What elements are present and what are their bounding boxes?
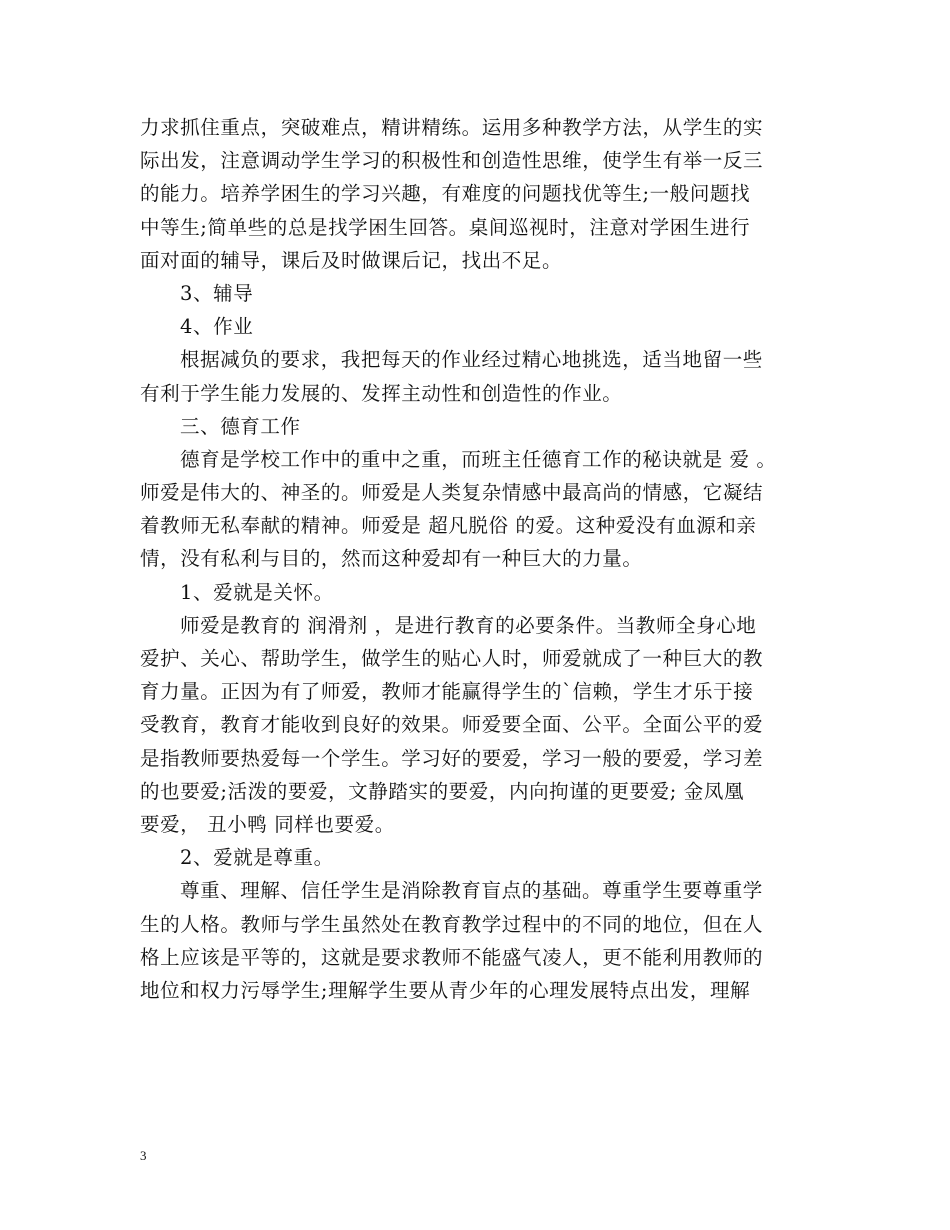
text-line: 生的人格。教师与学生虽然处在教育教学过程中的不同的地位，但在人: [140, 912, 764, 936]
text-line: 师爱是教育的 润滑剂 ，是进行教育的必要条件。当教师全身心地: [180, 613, 757, 637]
text-line: 根据减负的要求，我把每天的作业经过精心地挑选，适当地留一些: [180, 348, 763, 372]
subheading-love-is-care: 1、爱就是关怀。: [180, 580, 334, 604]
text-line: 师爱是伟大的、神圣的。师爱是人类复杂情感中最高尚的情感，它凝结: [140, 481, 764, 505]
text-line: 要爱， 丑小鸭 同样也要爱。: [140, 812, 395, 836]
text-line: 是指教师要热爱每一个学生。学习好的要爱，学习一般的要爱，学习差: [140, 746, 764, 770]
page-number: 3: [140, 1148, 147, 1163]
text-line: 尊重、理解、信任学生是消除教育盲点的基础。尊重学生要尊重学: [180, 879, 763, 903]
text-line: 的能力。培养学困生的学习兴趣，有难度的问题找优等生;一般问题找: [140, 182, 751, 206]
text-line: 德育是学校工作中的重中之重，而班主任德育工作的秘诀就是 爱 。: [180, 447, 777, 471]
text-line: 力求抓住重点，突破难点，精讲精练。运用多种教学方法，从学生的实: [140, 116, 764, 139]
text-line: 有利于学生能力发展的、发挥主动性和创造性的作业。: [140, 381, 623, 405]
text-line: 情，没有私利与目的，然而这种爱却有一种巨大的力量。: [140, 547, 643, 571]
text-line: 着教师无私奉献的精神。师爱是 超凡脱俗 的爱。这种爱没有血源和亲: [140, 514, 757, 538]
text-line: 受教育，教育才能收到良好的效果。师爱要全面、公平。全面公平的爱: [140, 713, 764, 737]
text-line: 格上应该是平等的，这就是要求教师不能盛气凌人，更不能利用教师的: [140, 945, 764, 969]
subheading-homework: 4、作业: [180, 315, 254, 339]
text-line: 的也要爱;活泼的要爱，文静踏实的要爱，内向拘谨的更要爱; 金凤凰: [140, 779, 745, 803]
text-line: 际出发，注意调动学生学习的积极性和创造性思维，使学生有举一反三: [140, 149, 764, 173]
text-line: 中等生;简单些的总是找学困生回答。桌间巡视时，注意对学困生进行: [140, 215, 751, 239]
document-body: [140, 111, 815, 1007]
subheading-tutoring: 3、辅导: [180, 281, 254, 305]
section-heading-moral-education: 三、德育工作: [180, 414, 301, 438]
text-line: 爱护、关心、帮助学生，做学生的贴心人时，师爱就成了一种巨大的教: [140, 647, 764, 670]
text-line: 地位和权力污辱学生;理解学生要从青少年的心理发展特点出发，理解: [140, 978, 751, 1002]
text-line: 面对面的辅导，课后及时做课后记，找出不足。: [140, 248, 563, 272]
text-line: 育力量。正因为有了师爱，教师才能赢得学生的`信赖，学生才乐于接: [140, 680, 754, 704]
subheading-love-is-respect: 2、爱就是尊重。: [180, 846, 334, 870]
